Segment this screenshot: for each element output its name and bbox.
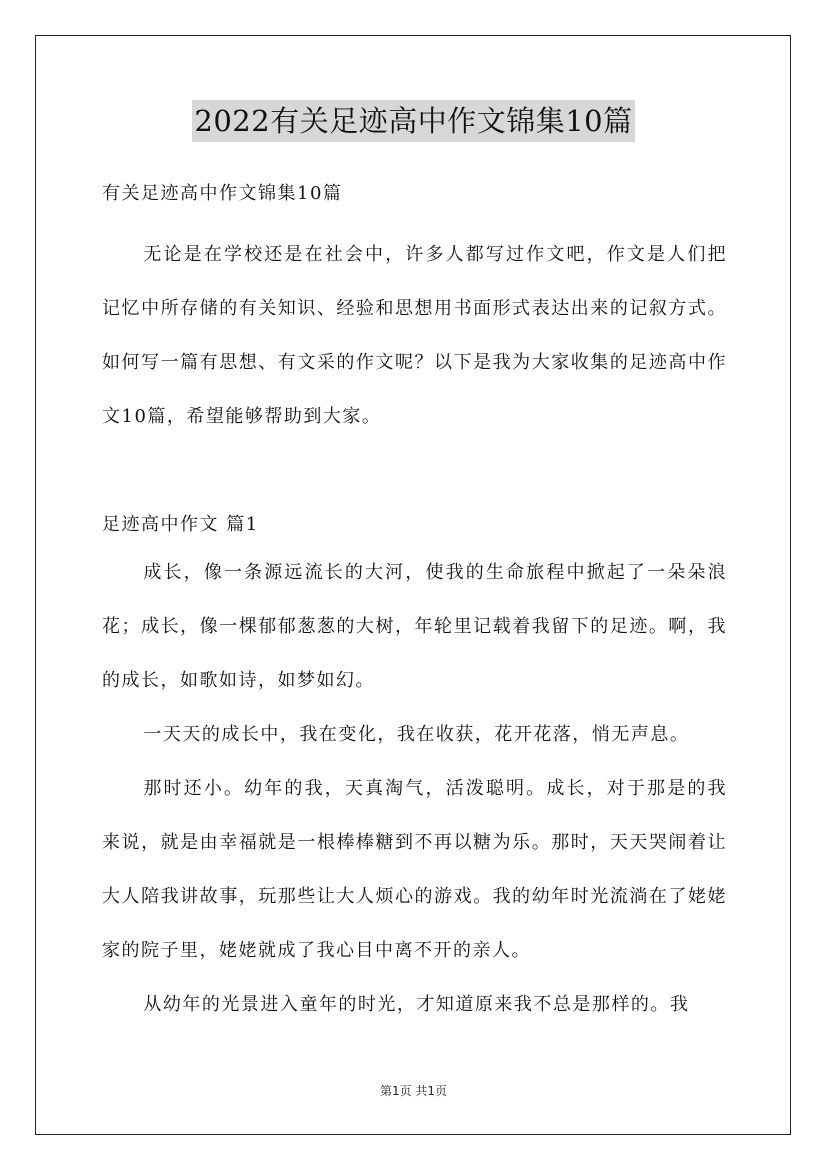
body-paragraph: 那时还小。幼年的我，天真淘气，活泼聪明。成长，对于那是的我来说，就是由幸福就是一根棒棒糖到不再以糖为乐。那时，天天哭闹着让大人陪我讲故事，玩那些让大人烦心的游戏。我的幼年时光流淌在了姥姥家的院子里，姥姥就成了我心目中离不开的亲人。 (102, 778, 727, 961)
intro-paragraph: 无论是在学校还是在社会中，许多人都写过作文吧，作文是人们把记忆中所存储的有关知识、经验和思想用书面形式表达出来的记叙方式。如何写一篇有思想、有文采的作文呢？以下是我为大家收集的足迹高中作文10篇，希望能够帮助到大家。 (102, 244, 727, 427)
page-number: 第1页 共1页 (379, 1084, 448, 1098)
document-subtitle: 有关足迹高中作文锦集10篇 (102, 183, 343, 204)
document-body (102, 176, 727, 1032)
page-footer (0, 1082, 827, 1099)
body-paragraph: 一天天的成长中，我在变化，我在收获，花开花落，悄无声息。 (143, 724, 690, 745)
title-container (0, 100, 827, 142)
body-paragraph: 从幼年的光景进入童年的时光，才知道原来我不总是那样的。我 (143, 994, 690, 1015)
body-paragraph: 成长，像一条源远流长的大河，使我的生命旅程中掀起了一朵朵浪花；成长，像一棵郁郁葱葱的大树，年轮里记载着我留下的足迹。啊，我的成长，如歌如诗，如梦如幻。 (102, 562, 727, 691)
section-heading: 足迹高中作文 篇1 (102, 514, 259, 535)
document-title: 2022有关足迹高中作文锦集10篇 (192, 100, 634, 142)
